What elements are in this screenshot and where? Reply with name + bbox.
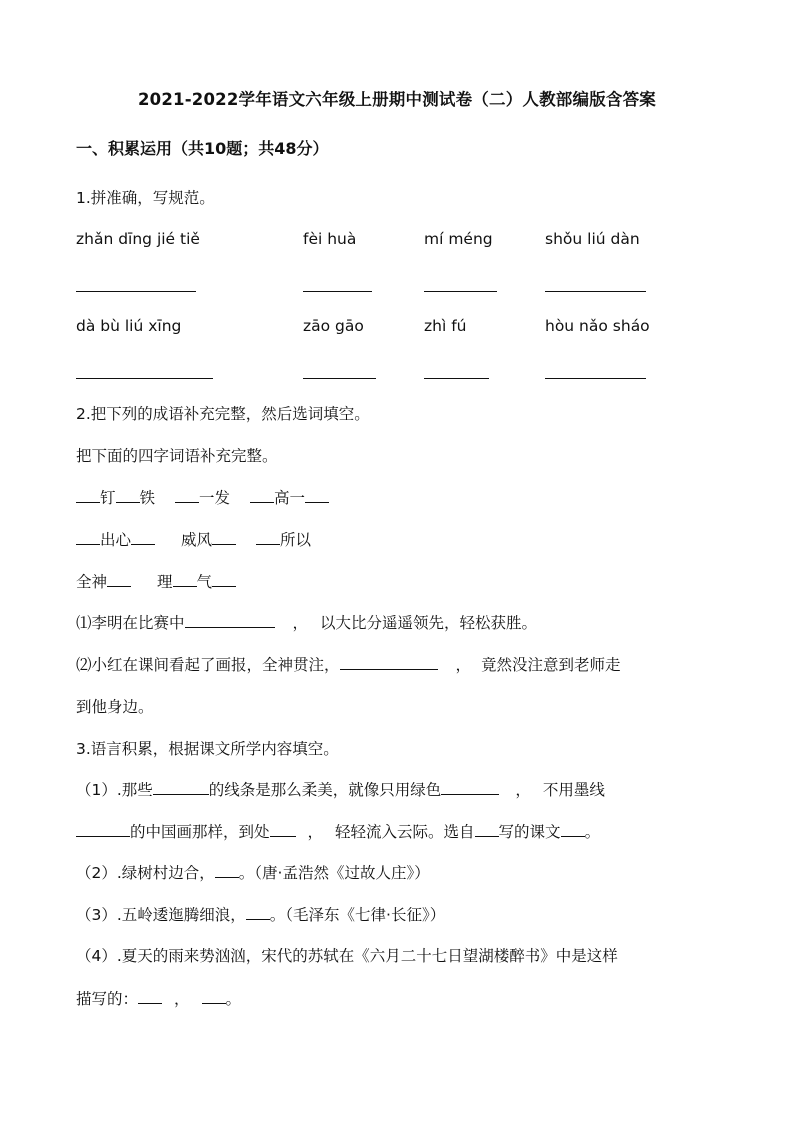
q3-prompt: 3.语言积累，根据课文所学内容填空。 — [76, 740, 339, 758]
q2-sentence-2-cont: 到他身边。 — [76, 698, 154, 716]
q1-pinyin-5: dà bù liú xīng — [76, 317, 182, 335]
answer-blank[interactable] — [107, 572, 131, 587]
q3-item-1-cont: 的中国画那样，到处 ， 轻轻流入云际。选自 写的课文 。 — [76, 820, 600, 842]
answer-blank[interactable] — [212, 572, 236, 587]
q1-pinyin-2: fèi huà — [303, 230, 357, 248]
answer-blank[interactable] — [303, 377, 376, 379]
answer-blank[interactable] — [305, 488, 329, 503]
answer-blank[interactable] — [475, 822, 499, 837]
answer-blank[interactable] — [424, 290, 497, 292]
q3-item-2: （2）.绿树村边合， 。（唐·孟浩然《过故人庄》） — [76, 864, 430, 882]
answer-blank[interactable] — [212, 530, 236, 545]
answer-blank[interactable] — [250, 488, 274, 503]
q2-sentence-2: ⑵小红在课间看起了画报，全神贯注， ， 竟然没注意到老师走 — [76, 656, 621, 674]
answer-blank[interactable] — [138, 989, 162, 1004]
q2-idiom-row-1: 钉 铁 一发 高一 — [76, 486, 329, 508]
answer-blank[interactable] — [545, 377, 646, 379]
answer-blank[interactable] — [131, 530, 155, 545]
answer-blank[interactable] — [175, 488, 199, 503]
answer-blank[interactable] — [424, 377, 489, 379]
answer-blank[interactable] — [215, 863, 239, 878]
q3-item-4: （4）.夏天的雨来势汹汹，宋代的苏轼在《六月二十七日望湖楼醉书》中是这样 — [76, 947, 618, 965]
q1-pinyin-3: mí méng — [424, 230, 493, 248]
answer-blank[interactable] — [153, 780, 209, 795]
page-title: 2021-2022学年语文六年级上册期中测试卷（二）人教部编版含答案 — [138, 90, 656, 109]
answer-blank[interactable] — [246, 905, 270, 920]
answer-blank[interactable] — [76, 488, 100, 503]
q1-prompt: 1.拼准确，写规范。 — [76, 189, 215, 207]
q2-sentence-1: ⑴李明在比赛中 ， 以大比分遥遥领先，轻松获胜。 — [76, 614, 538, 632]
answer-blank[interactable] — [545, 290, 646, 292]
q2-idiom-row-3: 全神 理 气 — [76, 570, 236, 592]
q1-pinyin-8: hòu nǎo sháo — [545, 317, 650, 335]
q1-pinyin-4: shǒu liú dàn — [545, 230, 640, 248]
answer-blank[interactable] — [116, 488, 140, 503]
answer-blank[interactable] — [185, 613, 275, 628]
q1-pinyin-6: zāo gāo — [303, 317, 364, 335]
q2-subprompt: 把下面的四字词语补充完整。 — [76, 447, 278, 465]
answer-blank[interactable] — [76, 822, 130, 837]
answer-blank[interactable] — [256, 530, 280, 545]
answer-blank[interactable] — [561, 822, 585, 837]
answer-blank[interactable] — [76, 530, 100, 545]
answer-blank[interactable] — [76, 290, 196, 292]
q3-item-1: （1）.那些 的线条是那么柔美，就像只用绿色 ， 不用墨线 — [76, 781, 605, 799]
answer-blank[interactable] — [340, 655, 438, 670]
answer-blank[interactable] — [270, 822, 296, 837]
q2-idiom-row-2: 出心 威风 所以 — [76, 528, 311, 550]
answer-blank[interactable] — [441, 780, 499, 795]
q3-item-3: （3）.五岭逶迤腾细浪， 。（毛泽东《七律·长征》） — [76, 906, 446, 924]
q2-prompt: 2.把下列的成语补充完整，然后选词填空。 — [76, 405, 370, 423]
answer-blank[interactable] — [202, 989, 226, 1004]
q1-pinyin-1: zhǎn dīng jié tiě — [76, 230, 200, 248]
q1-pinyin-7: zhì fú — [424, 317, 467, 335]
q3-item-4-cont: 描写的： ， 。 — [76, 990, 242, 1008]
answer-blank[interactable] — [76, 377, 213, 379]
answer-blank[interactable] — [303, 290, 372, 292]
section-heading: 一、积累运用（共10题；共48分） — [76, 139, 329, 158]
answer-blank[interactable] — [173, 572, 197, 587]
